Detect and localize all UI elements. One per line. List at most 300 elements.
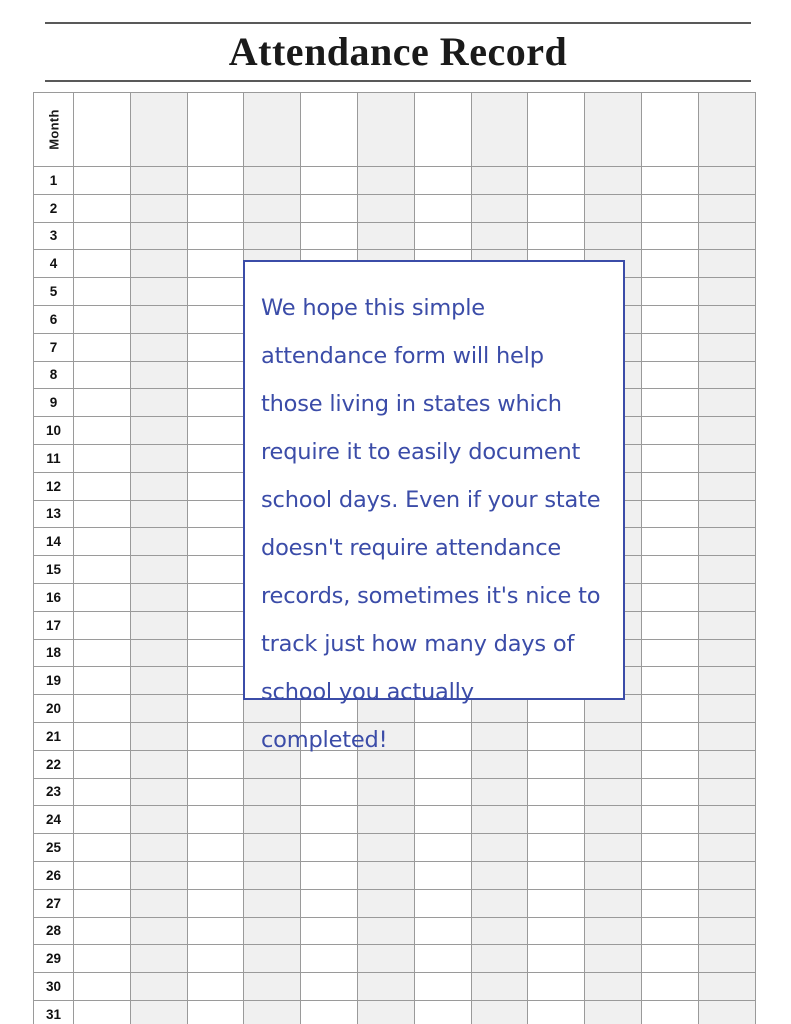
attendance-cell[interactable] — [698, 778, 755, 806]
attendance-cell[interactable] — [698, 278, 755, 306]
table-row — [34, 834, 756, 862]
attendance-cell[interactable] — [698, 695, 755, 723]
note-callout-box — [243, 260, 625, 753]
attendance-cell[interactable] — [301, 973, 358, 1001]
month-column-header-4[interactable] — [244, 93, 301, 167]
attendance-cell[interactable] — [74, 167, 131, 195]
attendance-cell[interactable] — [74, 889, 131, 917]
attendance-cell[interactable] — [130, 834, 187, 862]
attendance-cell[interactable] — [244, 917, 301, 945]
day-number-cell: 13 — [34, 500, 74, 528]
attendance-cell[interactable] — [130, 889, 187, 917]
table-head — [34, 93, 756, 167]
attendance-cell[interactable] — [130, 917, 187, 945]
attendance-cell[interactable] — [414, 973, 471, 1001]
attendance-cell[interactable] — [641, 194, 698, 222]
attendance-cell[interactable] — [74, 722, 131, 750]
attendance-cell[interactable] — [585, 861, 642, 889]
day-number-cell: 4 — [34, 250, 74, 278]
day-number-cell: 18 — [34, 639, 74, 667]
attendance-cell[interactable] — [414, 834, 471, 862]
attendance-cell[interactable] — [698, 806, 755, 834]
attendance-cell[interactable] — [698, 389, 755, 417]
attendance-cell[interactable] — [698, 444, 755, 472]
attendance-cell[interactable] — [130, 528, 187, 556]
attendance-cell[interactable] — [528, 945, 585, 973]
day-number-cell: 8 — [34, 361, 74, 389]
attendance-cell[interactable] — [414, 806, 471, 834]
day-number-cell: 9 — [34, 389, 74, 417]
attendance-cell[interactable] — [74, 778, 131, 806]
attendance-cell[interactable] — [698, 750, 755, 778]
attendance-cell[interactable] — [130, 278, 187, 306]
day-number-cell: 5 — [34, 278, 74, 306]
attendance-cell[interactable] — [641, 222, 698, 250]
attendance-cell[interactable] — [357, 167, 414, 195]
attendance-cell[interactable] — [641, 806, 698, 834]
attendance-cell[interactable] — [130, 194, 187, 222]
attendance-cell[interactable] — [130, 639, 187, 667]
attendance-cell[interactable] — [471, 194, 528, 222]
attendance-cell[interactable] — [471, 889, 528, 917]
title-block — [45, 22, 751, 82]
day-number-cell: 22 — [34, 750, 74, 778]
attendance-cell[interactable] — [74, 472, 131, 500]
day-number-cell: 3 — [34, 222, 74, 250]
month-column-header-12[interactable] — [698, 93, 755, 167]
month-column-header-11[interactable] — [641, 93, 698, 167]
attendance-cell[interactable] — [74, 973, 131, 1001]
attendance-cell[interactable] — [471, 834, 528, 862]
attendance-cell[interactable] — [471, 806, 528, 834]
attendance-cell[interactable] — [528, 973, 585, 1001]
table-row — [34, 778, 756, 806]
attendance-cell[interactable] — [528, 167, 585, 195]
attendance-cell[interactable] — [130, 305, 187, 333]
attendance-cell[interactable] — [74, 806, 131, 834]
month-header-cell — [34, 93, 74, 167]
attendance-cell[interactable] — [698, 361, 755, 389]
attendance-cell[interactable] — [74, 583, 131, 611]
attendance-cell[interactable] — [301, 834, 358, 862]
attendance-cell[interactable] — [301, 167, 358, 195]
attendance-cell[interactable] — [471, 945, 528, 973]
day-number-cell: 19 — [34, 667, 74, 695]
attendance-cell[interactable] — [130, 417, 187, 445]
attendance-cell[interactable] — [641, 333, 698, 361]
attendance-cell[interactable] — [187, 250, 244, 278]
table-row — [34, 167, 756, 195]
attendance-cell[interactable] — [244, 1000, 301, 1024]
attendance-cell[interactable] — [698, 556, 755, 584]
attendance-cell[interactable] — [187, 361, 244, 389]
attendance-cell[interactable] — [187, 528, 244, 556]
attendance-cell[interactable] — [301, 917, 358, 945]
attendance-cell[interactable] — [130, 945, 187, 973]
day-number-cell: 17 — [34, 611, 74, 639]
attendance-cell[interactable] — [130, 556, 187, 584]
attendance-cell[interactable] — [698, 167, 755, 195]
attendance-cell[interactable] — [187, 667, 244, 695]
attendance-cell[interactable] — [641, 667, 698, 695]
month-column-header-8[interactable] — [471, 93, 528, 167]
attendance-cell[interactable] — [698, 889, 755, 917]
attendance-cell[interactable] — [641, 695, 698, 723]
attendance-cell[interactable] — [187, 167, 244, 195]
attendance-cell[interactable] — [74, 500, 131, 528]
attendance-cell[interactable] — [698, 973, 755, 1001]
day-number-cell: 15 — [34, 556, 74, 584]
attendance-cell[interactable] — [74, 750, 131, 778]
attendance-cell[interactable] — [130, 389, 187, 417]
attendance-cell[interactable] — [641, 750, 698, 778]
attendance-cell[interactable] — [301, 945, 358, 973]
attendance-cell[interactable] — [187, 834, 244, 862]
attendance-cell[interactable] — [641, 389, 698, 417]
month-column-header-9[interactable] — [528, 93, 585, 167]
attendance-cell[interactable] — [414, 861, 471, 889]
attendance-cell[interactable] — [585, 973, 642, 1001]
attendance-cell[interactable] — [74, 639, 131, 667]
attendance-cell[interactable] — [130, 973, 187, 1001]
attendance-cell[interactable] — [641, 472, 698, 500]
table-row — [34, 917, 756, 945]
attendance-cell[interactable] — [698, 500, 755, 528]
attendance-cell[interactable] — [301, 889, 358, 917]
month-column-header-1[interactable] — [74, 93, 131, 167]
attendance-cell[interactable] — [528, 806, 585, 834]
attendance-cell[interactable] — [357, 222, 414, 250]
attendance-cell[interactable] — [130, 806, 187, 834]
day-number-cell: 26 — [34, 861, 74, 889]
day-number-cell: 30 — [34, 973, 74, 1001]
attendance-cell[interactable] — [187, 639, 244, 667]
attendance-cell[interactable] — [414, 1000, 471, 1024]
attendance-cell[interactable] — [357, 194, 414, 222]
attendance-cell[interactable] — [585, 917, 642, 945]
attendance-cell[interactable] — [471, 973, 528, 1001]
table-row — [34, 222, 756, 250]
day-number-cell: 7 — [34, 333, 74, 361]
attendance-cell[interactable] — [641, 556, 698, 584]
attendance-cell[interactable] — [74, 444, 131, 472]
attendance-cell[interactable] — [74, 333, 131, 361]
day-number-cell: 2 — [34, 194, 74, 222]
attendance-cell[interactable] — [357, 945, 414, 973]
attendance-cell[interactable] — [698, 194, 755, 222]
attendance-cell[interactable] — [74, 1000, 131, 1024]
attendance-cell[interactable] — [187, 278, 244, 306]
month-header-label: Month — [46, 108, 62, 150]
attendance-cell[interactable] — [130, 667, 187, 695]
attendance-cell[interactable] — [130, 444, 187, 472]
attendance-cell[interactable] — [414, 167, 471, 195]
attendance-cell[interactable] — [698, 250, 755, 278]
attendance-cell[interactable] — [74, 361, 131, 389]
attendance-cell[interactable] — [698, 917, 755, 945]
attendance-cell[interactable] — [641, 639, 698, 667]
attendance-cell[interactable] — [187, 806, 244, 834]
attendance-cell[interactable] — [641, 444, 698, 472]
attendance-cell[interactable] — [301, 778, 358, 806]
attendance-cell[interactable] — [74, 250, 131, 278]
attendance-cell[interactable] — [244, 194, 301, 222]
attendance-cell[interactable] — [74, 611, 131, 639]
attendance-cell[interactable] — [130, 1000, 187, 1024]
attendance-cell[interactable] — [301, 194, 358, 222]
attendance-cell[interactable] — [641, 278, 698, 306]
attendance-cell[interactable] — [187, 194, 244, 222]
attendance-cell[interactable] — [698, 722, 755, 750]
attendance-cell[interactable] — [585, 167, 642, 195]
attendance-cell[interactable] — [357, 806, 414, 834]
attendance-cell[interactable] — [528, 861, 585, 889]
attendance-cell[interactable] — [585, 194, 642, 222]
attendance-cell[interactable] — [244, 167, 301, 195]
attendance-cell[interactable] — [187, 417, 244, 445]
attendance-cell[interactable] — [641, 500, 698, 528]
attendance-cell[interactable] — [301, 1000, 358, 1024]
attendance-cell[interactable] — [187, 444, 244, 472]
attendance-cell[interactable] — [130, 583, 187, 611]
attendance-cell[interactable] — [641, 722, 698, 750]
attendance-cell[interactable] — [698, 333, 755, 361]
attendance-cell[interactable] — [698, 861, 755, 889]
attendance-cell[interactable] — [585, 222, 642, 250]
attendance-cell[interactable] — [641, 917, 698, 945]
attendance-cell[interactable] — [187, 472, 244, 500]
month-column-header-6[interactable] — [357, 93, 414, 167]
attendance-cell[interactable] — [414, 194, 471, 222]
attendance-cell[interactable] — [187, 333, 244, 361]
attendance-cell[interactable] — [471, 167, 528, 195]
attendance-cell[interactable] — [357, 861, 414, 889]
day-number-cell: 11 — [34, 444, 74, 472]
day-number-cell: 27 — [34, 889, 74, 917]
attendance-cell[interactable] — [301, 222, 358, 250]
month-column-header-3[interactable] — [187, 93, 244, 167]
attendance-cell[interactable] — [244, 834, 301, 862]
attendance-cell[interactable] — [528, 834, 585, 862]
attendance-cell[interactable] — [641, 945, 698, 973]
attendance-cell[interactable] — [528, 194, 585, 222]
month-column-header-10[interactable] — [585, 93, 642, 167]
attendance-cell[interactable] — [698, 305, 755, 333]
attendance-cell[interactable] — [74, 834, 131, 862]
day-number-cell: 31 — [34, 1000, 74, 1024]
attendance-cell[interactable] — [244, 889, 301, 917]
attendance-cell[interactable] — [74, 389, 131, 417]
attendance-cell[interactable] — [130, 472, 187, 500]
attendance-cell[interactable] — [74, 528, 131, 556]
attendance-cell[interactable] — [187, 222, 244, 250]
month-column-header-7[interactable] — [414, 93, 471, 167]
day-number-cell: 6 — [34, 305, 74, 333]
attendance-cell[interactable] — [698, 667, 755, 695]
attendance-cell[interactable] — [528, 222, 585, 250]
attendance-cell[interactable] — [641, 417, 698, 445]
table-row — [34, 973, 756, 1001]
attendance-cell[interactable] — [414, 917, 471, 945]
attendance-cell[interactable] — [357, 917, 414, 945]
attendance-cell[interactable] — [641, 305, 698, 333]
attendance-cell[interactable] — [130, 722, 187, 750]
attendance-cell[interactable] — [130, 500, 187, 528]
attendance-cell[interactable] — [641, 167, 698, 195]
attendance-cell[interactable] — [698, 945, 755, 973]
day-number-cell: 25 — [34, 834, 74, 862]
attendance-cell[interactable] — [641, 611, 698, 639]
attendance-cell[interactable] — [130, 167, 187, 195]
title-rule-bottom — [45, 80, 751, 82]
attendance-cell[interactable] — [357, 834, 414, 862]
attendance-cell[interactable] — [414, 889, 471, 917]
attendance-cell[interactable] — [585, 945, 642, 973]
attendance-cell[interactable] — [74, 945, 131, 973]
attendance-cell[interactable] — [698, 222, 755, 250]
attendance-cell[interactable] — [357, 889, 414, 917]
table-row — [34, 889, 756, 917]
attendance-cell[interactable] — [357, 778, 414, 806]
attendance-cell[interactable] — [641, 889, 698, 917]
attendance-cell[interactable] — [130, 361, 187, 389]
attendance-cell[interactable] — [585, 889, 642, 917]
table-row — [34, 806, 756, 834]
attendance-cell[interactable] — [74, 417, 131, 445]
attendance-cell[interactable] — [641, 973, 698, 1001]
attendance-cell[interactable] — [244, 945, 301, 973]
attendance-cell[interactable] — [585, 834, 642, 862]
attendance-cell[interactable] — [74, 556, 131, 584]
attendance-cell[interactable] — [187, 611, 244, 639]
attendance-cell[interactable] — [585, 778, 642, 806]
day-number-cell: 10 — [34, 417, 74, 445]
month-column-header-2[interactable] — [130, 93, 187, 167]
attendance-cell[interactable] — [130, 861, 187, 889]
attendance-cell[interactable] — [698, 611, 755, 639]
attendance-cell[interactable] — [641, 1000, 698, 1024]
day-number-cell: 21 — [34, 722, 74, 750]
attendance-cell[interactable] — [698, 639, 755, 667]
attendance-cell[interactable] — [357, 1000, 414, 1024]
attendance-cell[interactable] — [187, 722, 244, 750]
attendance-cell[interactable] — [698, 834, 755, 862]
attendance-cell[interactable] — [641, 834, 698, 862]
attendance-cell[interactable] — [187, 750, 244, 778]
attendance-cell[interactable] — [641, 361, 698, 389]
day-number-cell: 23 — [34, 778, 74, 806]
attendance-cell[interactable] — [130, 250, 187, 278]
attendance-cell[interactable] — [471, 861, 528, 889]
page-title: Attendance Record — [228, 29, 568, 74]
attendance-cell[interactable] — [528, 889, 585, 917]
attendance-cell[interactable] — [471, 222, 528, 250]
attendance-cell[interactable] — [187, 778, 244, 806]
day-number-cell: 28 — [34, 917, 74, 945]
attendance-cell[interactable] — [187, 973, 244, 1001]
attendance-cell[interactable] — [301, 806, 358, 834]
attendance-cell[interactable] — [641, 861, 698, 889]
day-number-cell: 20 — [34, 695, 74, 723]
attendance-cell[interactable] — [74, 861, 131, 889]
attendance-cell[interactable] — [528, 1000, 585, 1024]
attendance-cell[interactable] — [585, 806, 642, 834]
attendance-cell[interactable] — [414, 945, 471, 973]
attendance-cell[interactable] — [187, 945, 244, 973]
attendance-cell[interactable] — [187, 695, 244, 723]
attendance-cell[interactable] — [698, 1000, 755, 1024]
attendance-cell[interactable] — [74, 194, 131, 222]
attendance-cell[interactable] — [244, 973, 301, 1001]
day-number-cell: 12 — [34, 472, 74, 500]
attendance-cell[interactable] — [641, 528, 698, 556]
attendance-cell[interactable] — [641, 250, 698, 278]
attendance-cell[interactable] — [528, 917, 585, 945]
attendance-cell[interactable] — [74, 278, 131, 306]
attendance-cell[interactable] — [641, 778, 698, 806]
attendance-cell[interactable] — [471, 917, 528, 945]
attendance-cell[interactable] — [187, 305, 244, 333]
attendance-cell[interactable] — [471, 778, 528, 806]
attendance-cell[interactable] — [187, 389, 244, 417]
attendance-cell[interactable] — [698, 417, 755, 445]
attendance-cell[interactable] — [187, 917, 244, 945]
attendance-cell[interactable] — [187, 500, 244, 528]
attendance-cell[interactable] — [130, 695, 187, 723]
attendance-cell[interactable] — [244, 861, 301, 889]
attendance-cell[interactable] — [471, 1000, 528, 1024]
attendance-cell[interactable] — [130, 611, 187, 639]
table-row — [34, 861, 756, 889]
day-number-cell: 24 — [34, 806, 74, 834]
note-text: We hope this simple attendance form will help those living in states which require it to easily document school days. Even if your state doesn't require attendance records, sometimes it's nice to track just how many days of school you actually completed! — [261, 295, 601, 753]
day-number-cell: 16 — [34, 583, 74, 611]
attendance-cell[interactable] — [244, 222, 301, 250]
attendance-cell[interactable] — [698, 528, 755, 556]
attendance-cell[interactable] — [130, 333, 187, 361]
attendance-cell[interactable] — [187, 1000, 244, 1024]
attendance-cell[interactable] — [187, 889, 244, 917]
attendance-cell[interactable] — [357, 973, 414, 1001]
attendance-cell[interactable] — [641, 583, 698, 611]
attendance-cell[interactable] — [130, 222, 187, 250]
day-number-cell: 1 — [34, 167, 74, 195]
attendance-cell[interactable] — [301, 861, 358, 889]
attendance-cell[interactable] — [414, 222, 471, 250]
attendance-cell[interactable] — [187, 861, 244, 889]
attendance-cell[interactable] — [244, 778, 301, 806]
attendance-cell[interactable] — [130, 778, 187, 806]
attendance-cell[interactable] — [585, 1000, 642, 1024]
attendance-cell[interactable] — [414, 778, 471, 806]
day-number-cell: 14 — [34, 528, 74, 556]
attendance-cell[interactable] — [528, 778, 585, 806]
attendance-cell[interactable] — [74, 667, 131, 695]
attendance-cell[interactable] — [187, 556, 244, 584]
attendance-cell[interactable] — [74, 917, 131, 945]
month-column-header-5[interactable] — [301, 93, 358, 167]
attendance-cell[interactable] — [74, 695, 131, 723]
table-row — [34, 194, 756, 222]
attendance-cell[interactable] — [698, 472, 755, 500]
attendance-cell[interactable] — [244, 806, 301, 834]
table-row — [34, 1000, 756, 1024]
attendance-cell[interactable] — [698, 583, 755, 611]
attendance-cell[interactable] — [74, 222, 131, 250]
attendance-cell[interactable] — [74, 305, 131, 333]
attendance-cell[interactable] — [130, 750, 187, 778]
attendance-cell[interactable] — [187, 583, 244, 611]
